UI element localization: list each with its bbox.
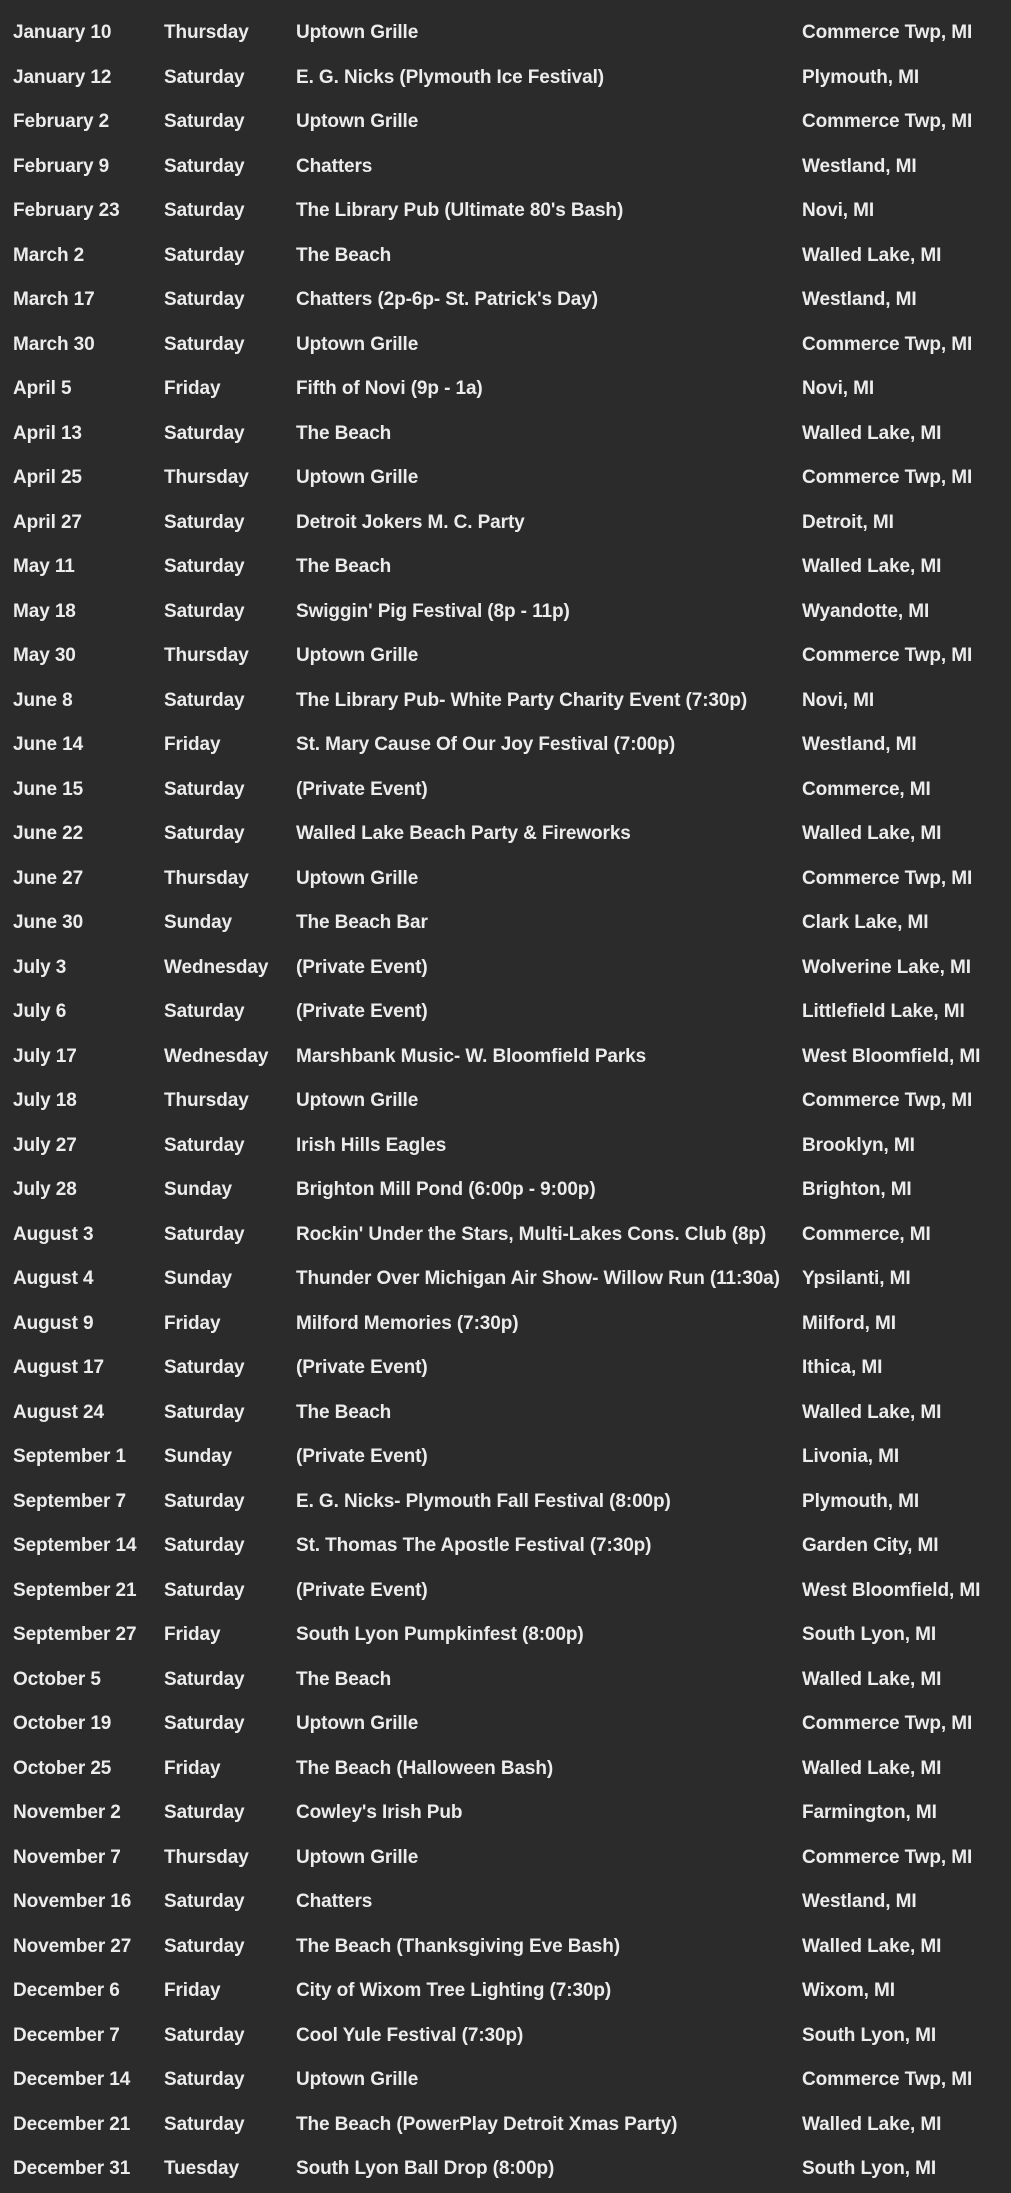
event-venue: Milford Memories (7:30p): [296, 1312, 519, 1334]
event-day: Saturday: [164, 1357, 245, 1378]
event-day: Saturday: [164, 244, 245, 266]
event-venue: Brighton Mill Pond (6:00p - 9:00p): [296, 1179, 596, 1200]
event-venue: The Beach: [296, 422, 392, 444]
event-row: [0, 2147, 1011, 2192]
event-venue: Chatters (2p-6p- St. Patrick's Day): [296, 289, 598, 310]
event-day: Friday: [164, 378, 221, 399]
event-city: Commerce Twp, MI: [802, 1846, 973, 1868]
event-venue: Irish Hills Eagles: [296, 1134, 447, 1156]
event-venue: South Lyon Ball Drop (8:00p): [296, 2158, 555, 2179]
event-day: Saturday: [164, 1713, 245, 1734]
event-city: Detroit, MI: [802, 511, 894, 533]
event-row: [0, 367, 1011, 412]
event-day: Saturday: [164, 2024, 245, 2046]
event-date: April 13: [13, 422, 82, 444]
event-date: July 18: [13, 1090, 77, 1111]
event-date: June 22: [13, 823, 84, 844]
event-date: March 17: [13, 289, 95, 310]
event-row: [0, 679, 1011, 724]
event-day: Tuesday: [164, 2158, 239, 2179]
event-row: [0, 1613, 1011, 1658]
event-venue: Uptown Grille: [296, 22, 419, 43]
event-row: [0, 189, 1011, 234]
event-city: Livonia, MI: [802, 1446, 900, 1467]
event-row: [0, 2103, 1011, 2148]
event-day: Thursday: [164, 1090, 249, 1111]
event-venue: Swiggin' Pig Festival (8p - 11p): [296, 600, 570, 622]
event-venue: Uptown Grille: [296, 2069, 419, 2090]
event-date: June 15: [13, 778, 84, 800]
event-venue: Uptown Grille: [296, 867, 419, 889]
event-venue: Thunder Over Michigan Air Show- Willow Run (11:30a): [296, 1268, 780, 1289]
event-day: Thursday: [164, 467, 249, 488]
event-day: Saturday: [164, 333, 245, 355]
event-row: [0, 501, 1011, 546]
event-venue: The Library Pub- White Party Charity Event (7:30p): [296, 689, 748, 711]
event-row: [0, 1569, 1011, 1614]
event-date: August 4: [13, 1268, 94, 1289]
event-day: Saturday: [164, 1579, 245, 1601]
event-venue: Cowley's Irish Pub: [296, 1802, 463, 1823]
event-city: Plymouth, MI: [802, 1490, 920, 1512]
event-day: Friday: [164, 734, 221, 755]
event-venue: Detroit Jokers M. C. Party: [296, 511, 525, 533]
event-row: [0, 901, 1011, 946]
event-row: [0, 1658, 1011, 1703]
event-city: Westland, MI: [802, 289, 917, 310]
event-day: Saturday: [164, 689, 245, 711]
event-venue: Walled Lake Beach Party & Fireworks: [296, 823, 631, 844]
event-venue: Uptown Grille: [296, 333, 419, 355]
event-day: Saturday: [164, 778, 245, 800]
event-row: [0, 1391, 1011, 1436]
event-day: Wednesday: [164, 1045, 269, 1067]
event-venue: Uptown Grille: [296, 1846, 419, 1868]
event-row: [0, 1480, 1011, 1525]
event-row: [0, 145, 1011, 190]
event-venue: Uptown Grille: [296, 111, 419, 132]
event-day: Saturday: [164, 1223, 245, 1245]
event-city: Ithica, MI: [802, 1357, 883, 1378]
event-day: Saturday: [164, 2113, 245, 2135]
event-city: Walled Lake, MI: [802, 244, 942, 266]
event-row: [0, 56, 1011, 101]
event-day: Thursday: [164, 645, 249, 666]
event-city: Commerce Twp, MI: [802, 111, 973, 132]
event-venue: South Lyon Pumpkinfest (8:00p): [296, 1624, 584, 1645]
event-date: January 12: [13, 66, 112, 88]
event-date: July 3: [13, 956, 67, 978]
event-day: Saturday: [164, 1935, 245, 1957]
event-city: Walled Lake, MI: [802, 2113, 942, 2135]
event-day: Thursday: [164, 1846, 249, 1868]
event-row: [0, 1836, 1011, 1881]
event-venue: The Beach: [296, 244, 392, 266]
event-city: Commerce Twp, MI: [802, 22, 973, 43]
event-city: Plymouth, MI: [802, 66, 920, 88]
event-venue: The Beach Bar: [296, 912, 428, 933]
event-date: January 10: [13, 22, 112, 43]
event-venue: E. G. Nicks (Plymouth Ice Festival): [296, 66, 604, 88]
event-date: May 30: [13, 645, 76, 666]
event-day: Saturday: [164, 155, 245, 177]
event-city: Walled Lake, MI: [802, 1401, 942, 1423]
event-venue: St. Mary Cause Of Our Joy Festival (7:00p): [296, 734, 676, 755]
event-date: December 6: [13, 1980, 120, 2001]
event-city: Novi, MI: [802, 200, 875, 221]
event-day: Sunday: [164, 1268, 233, 1289]
event-date: September 14: [13, 1535, 137, 1556]
event-day: Friday: [164, 1312, 221, 1334]
event-row: [0, 1346, 1011, 1391]
event-row: [0, 1747, 1011, 1792]
event-venue: (Private Event): [296, 1001, 428, 1022]
event-city: Novi, MI: [802, 689, 875, 711]
event-date: April 27: [13, 511, 82, 533]
event-row: [0, 1925, 1011, 1970]
event-date: June 27: [13, 867, 84, 889]
event-day: Saturday: [164, 1490, 245, 1512]
event-date: September 1: [13, 1446, 126, 1467]
event-row: [0, 590, 1011, 635]
event-date: August 9: [13, 1312, 94, 1334]
event-venue: The Beach (PowerPlay Detroit Xmas Party): [296, 2113, 678, 2135]
event-date: July 17: [13, 1045, 77, 1067]
event-city: Commerce Twp, MI: [802, 1090, 973, 1111]
event-row: [0, 1257, 1011, 1302]
event-venue: Chatters: [296, 1891, 373, 1912]
event-row: [0, 2014, 1011, 2059]
event-row: [0, 723, 1011, 768]
event-row: [0, 1702, 1011, 1747]
event-date: November 2: [13, 1802, 121, 1823]
event-day: Saturday: [164, 511, 245, 533]
event-venue: Chatters: [296, 155, 373, 177]
event-city: Farmington, MI: [802, 1802, 937, 1823]
event-day: Saturday: [164, 1134, 245, 1156]
event-date: December 14: [13, 2069, 131, 2090]
event-day: Saturday: [164, 66, 245, 88]
event-date: July 27: [13, 1134, 77, 1156]
event-row: [0, 11, 1011, 56]
event-day: Saturday: [164, 1535, 245, 1556]
event-city: Milford, MI: [802, 1312, 896, 1334]
event-date: February 23: [13, 200, 120, 221]
event-city: Commerce, MI: [802, 778, 931, 800]
event-venue: The Beach: [296, 1401, 392, 1423]
event-day: Saturday: [164, 556, 245, 577]
event-city: West Bloomfield, MI: [802, 1045, 981, 1067]
event-row: [0, 100, 1011, 145]
event-city: Westland, MI: [802, 155, 917, 177]
event-row: [0, 412, 1011, 457]
event-day: Thursday: [164, 22, 249, 43]
event-row: [0, 857, 1011, 902]
event-date: March 2: [13, 244, 85, 266]
event-row: [0, 1435, 1011, 1480]
event-date: February 2: [13, 111, 110, 132]
event-day: Saturday: [164, 1001, 245, 1022]
event-venue: Marshbank Music- W. Bloomfield Parks: [296, 1045, 647, 1067]
event-date: July 6: [13, 1001, 67, 1022]
event-day: Friday: [164, 1980, 221, 2001]
event-venue: E. G. Nicks- Plymouth Fall Festival (8:00p): [296, 1490, 671, 1512]
event-city: Garden City, MI: [802, 1535, 939, 1556]
event-city: Westland, MI: [802, 734, 917, 755]
event-venue: Uptown Grille: [296, 645, 419, 666]
event-row: [0, 456, 1011, 501]
event-day: Saturday: [164, 1668, 245, 1690]
event-row: [0, 1035, 1011, 1080]
event-venue: The Beach (Halloween Bash): [296, 1757, 554, 1779]
event-venue: City of Wixom Tree Lighting (7:30p): [296, 1980, 612, 2001]
event-city: Littlefield Lake, MI: [802, 1001, 965, 1022]
event-day: Saturday: [164, 2069, 245, 2090]
event-city: Novi, MI: [802, 378, 875, 399]
event-row: [0, 323, 1011, 368]
event-day: Saturday: [164, 1401, 245, 1423]
event-city: Walled Lake, MI: [802, 1668, 942, 1690]
event-date: March 30: [13, 333, 95, 355]
event-venue: (Private Event): [296, 1446, 428, 1467]
event-city: South Lyon, MI: [802, 2158, 937, 2179]
event-row: [0, 545, 1011, 590]
event-row: [0, 1524, 1011, 1569]
event-city: Walled Lake, MI: [802, 1935, 942, 1957]
event-row: [0, 1168, 1011, 1213]
event-city: Commerce Twp, MI: [802, 645, 973, 666]
event-venue: Cool Yule Festival (7:30p): [296, 2024, 524, 2046]
event-day: Sunday: [164, 1446, 233, 1467]
event-date: June 14: [13, 734, 84, 755]
event-day: Saturday: [164, 1802, 245, 1823]
event-city: Wyandotte, MI: [802, 600, 930, 622]
event-city: Commerce, MI: [802, 1223, 931, 1245]
event-city: Ypsilanti, MI: [802, 1268, 911, 1289]
event-venue: St. Thomas The Apostle Festival (7:30p): [296, 1535, 652, 1556]
event-city: Brooklyn, MI: [802, 1134, 915, 1156]
event-row: [0, 990, 1011, 1035]
event-venue: Rockin' Under the Stars, Multi-Lakes Cons. Club (8p): [296, 1223, 767, 1245]
event-row: [0, 812, 1011, 857]
event-day: Saturday: [164, 1891, 245, 1912]
event-city: Westland, MI: [802, 1891, 917, 1912]
event-date: October 19: [13, 1713, 112, 1734]
event-row: [0, 278, 1011, 323]
event-venue: The Beach (Thanksgiving Eve Bash): [296, 1935, 621, 1957]
event-venue: (Private Event): [296, 1579, 428, 1601]
event-city: South Lyon, MI: [802, 2024, 937, 2046]
event-row: [0, 634, 1011, 679]
event-venue: (Private Event): [296, 956, 428, 978]
event-row: [0, 1880, 1011, 1925]
event-date: September 7: [13, 1490, 126, 1512]
event-date: October 25: [13, 1757, 112, 1779]
event-city: Wixom, MI: [802, 1980, 895, 2001]
event-city: South Lyon, MI: [802, 1624, 937, 1645]
event-date: December 21: [13, 2113, 131, 2135]
event-date: December 7: [13, 2024, 120, 2046]
event-date: October 5: [13, 1668, 101, 1690]
event-venue: (Private Event): [296, 778, 428, 800]
event-day: Thursday: [164, 867, 249, 889]
event-date: February 9: [13, 155, 110, 177]
event-date: May 11: [13, 556, 75, 577]
event-date: August 3: [13, 1223, 94, 1245]
event-venue: Uptown Grille: [296, 1090, 419, 1111]
event-row: [0, 1124, 1011, 1169]
event-date: September 21: [13, 1579, 137, 1601]
event-venue: Fifth of Novi (9p - 1a): [296, 378, 483, 399]
event-day: Sunday: [164, 912, 233, 933]
event-date: June 30: [13, 912, 84, 933]
event-city: Walled Lake, MI: [802, 1757, 942, 1779]
event-day: Saturday: [164, 289, 245, 310]
event-date: April 25: [13, 467, 82, 488]
event-day: Friday: [164, 1757, 221, 1779]
event-row: [0, 768, 1011, 813]
event-city: West Bloomfield, MI: [802, 1579, 981, 1601]
event-venue: The Beach: [296, 556, 392, 577]
event-row: [0, 1213, 1011, 1258]
event-date: September 27: [13, 1624, 137, 1645]
event-day: Sunday: [164, 1179, 233, 1200]
event-date: April 5: [13, 378, 72, 399]
event-date: November 7: [13, 1846, 121, 1868]
event-city: Commerce Twp, MI: [802, 1713, 973, 1734]
event-day: Saturday: [164, 422, 245, 444]
event-city: Commerce Twp, MI: [802, 867, 973, 889]
event-city: Brighton, MI: [802, 1179, 912, 1200]
event-row: [0, 1302, 1011, 1347]
event-city: Wolverine Lake, MI: [802, 956, 971, 978]
event-day: Saturday: [164, 600, 245, 622]
event-date: November 16: [13, 1891, 132, 1912]
event-venue: Uptown Grille: [296, 1713, 419, 1734]
event-date: May 18: [13, 600, 76, 622]
event-row: [0, 1079, 1011, 1124]
event-city: Commerce Twp, MI: [802, 2069, 973, 2090]
event-date: December 31: [13, 2158, 131, 2179]
event-row: [0, 1969, 1011, 2014]
event-date: August 17: [13, 1357, 104, 1378]
event-day: Saturday: [164, 111, 245, 132]
event-venue: Uptown Grille: [296, 467, 419, 488]
event-row: [0, 1791, 1011, 1836]
event-row: [0, 2058, 1011, 2103]
event-date: August 24: [13, 1401, 104, 1423]
event-city: Walled Lake, MI: [802, 422, 942, 444]
event-day: Friday: [164, 1624, 221, 1645]
event-venue: (Private Event): [296, 1357, 428, 1378]
event-city: Walled Lake, MI: [802, 823, 942, 844]
event-city: Commerce Twp, MI: [802, 467, 973, 488]
event-day: Wednesday: [164, 956, 269, 978]
event-day: Saturday: [164, 823, 245, 844]
event-date: June 8: [13, 689, 73, 711]
event-venue: The Library Pub (Ultimate 80's Bash): [296, 200, 624, 221]
event-date: November 27: [13, 1935, 132, 1957]
event-date: July 28: [13, 1179, 77, 1200]
event-row: [0, 946, 1011, 991]
event-city: Commerce Twp, MI: [802, 333, 973, 355]
event-city: Walled Lake, MI: [802, 556, 942, 577]
event-row: [0, 234, 1011, 279]
event-day: Saturday: [164, 200, 245, 221]
event-venue: The Beach: [296, 1668, 392, 1690]
event-city: Clark Lake, MI: [802, 912, 929, 933]
